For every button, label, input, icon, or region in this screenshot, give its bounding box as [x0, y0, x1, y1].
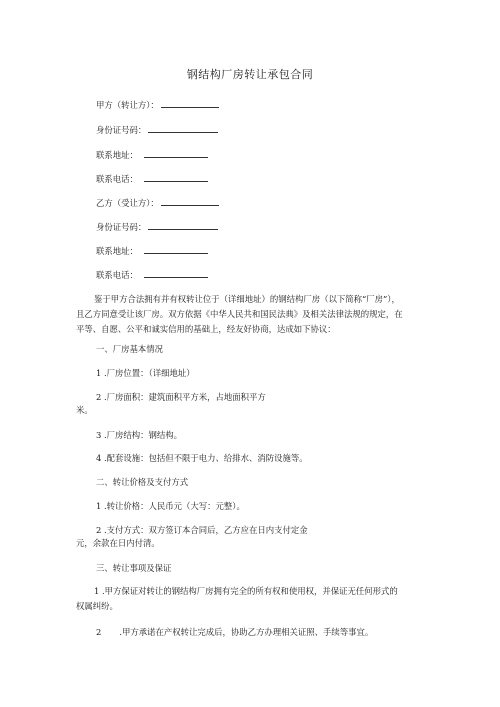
section2-heading: 二、转让价格及支付方式 [96, 477, 189, 487]
party-b-name-line [96, 197, 219, 209]
section2-item2-line2: 元，余款在日内付清。 [76, 538, 160, 548]
party-a-address-label: 联系地址： [96, 150, 138, 160]
party-a-id-line [96, 124, 218, 136]
section1-heading: 一、厂房基本情况 [96, 344, 163, 354]
section3-item2 [96, 626, 373, 638]
party-b-phone-line [96, 269, 208, 281]
section1-item2-line2: 米。 [76, 405, 93, 415]
party-a-address-line [96, 149, 208, 161]
intro-paragraph: 鉴于甲方合法拥有并有权转让位于（详细地址）的钢结构厂房（以下简称“厂房”），且乙方同意受让该厂房。双方依据《中华人民共和国民法典》及相关法律法规的规定，在平等、自愿、公平和诚实信用的基础上，经友好协商，达成如下协议： [76, 294, 403, 334]
party-b-id-label: 身份证号码： [96, 222, 147, 232]
party-a-name-label: 甲方（转让方）： [96, 100, 159, 110]
party-b-address-blank[interactable] [144, 246, 208, 254]
party-b-name-blank[interactable] [161, 198, 219, 206]
section3-item2-number: 2 [96, 627, 102, 637]
party-a-phone-blank[interactable] [144, 174, 208, 182]
party-a-name-line [96, 99, 219, 111]
party-a-phone-label: 联系电话： [96, 174, 138, 184]
party-b-address-label: 联系地址： [96, 246, 138, 256]
party-a-name-blank[interactable] [161, 100, 219, 108]
party-a-phone-line [96, 173, 208, 185]
section2-item2-line1: 2 .支付方式：双方签订本合同后，乙方应在日内支付定金 [96, 525, 308, 535]
party-b-name-label: 乙方（受让方）： [96, 198, 159, 208]
section3-item1: 1 .甲方保证对转让的钢结构厂房拥有完全的所有权和使用权，并保证无任何形式的权属纠纷。 [76, 586, 398, 611]
section1-item3: 3 .厂房结构：钢结构。 [96, 430, 183, 440]
party-b-address-line [96, 245, 208, 257]
party-a-id-blank[interactable] [148, 125, 218, 133]
section2-item1: 1 .转让价格：人民币元（大写：元整）。 [96, 501, 245, 511]
party-b-id-line [96, 221, 218, 233]
section1-item1: 1 .厂房位置：（详细地址） [96, 368, 195, 378]
section3-heading: 三、转让事项及保证 [96, 563, 172, 573]
party-b-phone-blank[interactable] [144, 270, 208, 278]
party-a-id-label: 身份证号码： [96, 125, 147, 135]
section3-item2-text: .甲方承诺在产权转让完成后，协助乙方办理相关证照、手续等事宜。 [119, 627, 374, 637]
party-b-phone-label: 联系电话： [96, 270, 138, 280]
party-a-address-blank[interactable] [144, 150, 208, 158]
section1-item2-line1: 2 .厂房面积：建筑面积平方米，占地面积平方 [96, 392, 266, 402]
section1-item4: 4 .配套设施：包括但不限于电力、给排水、消防设施等。 [96, 453, 308, 463]
document-title: 钢结构厂房转让承包合同 [186, 68, 314, 81]
party-b-id-blank[interactable] [148, 222, 218, 230]
